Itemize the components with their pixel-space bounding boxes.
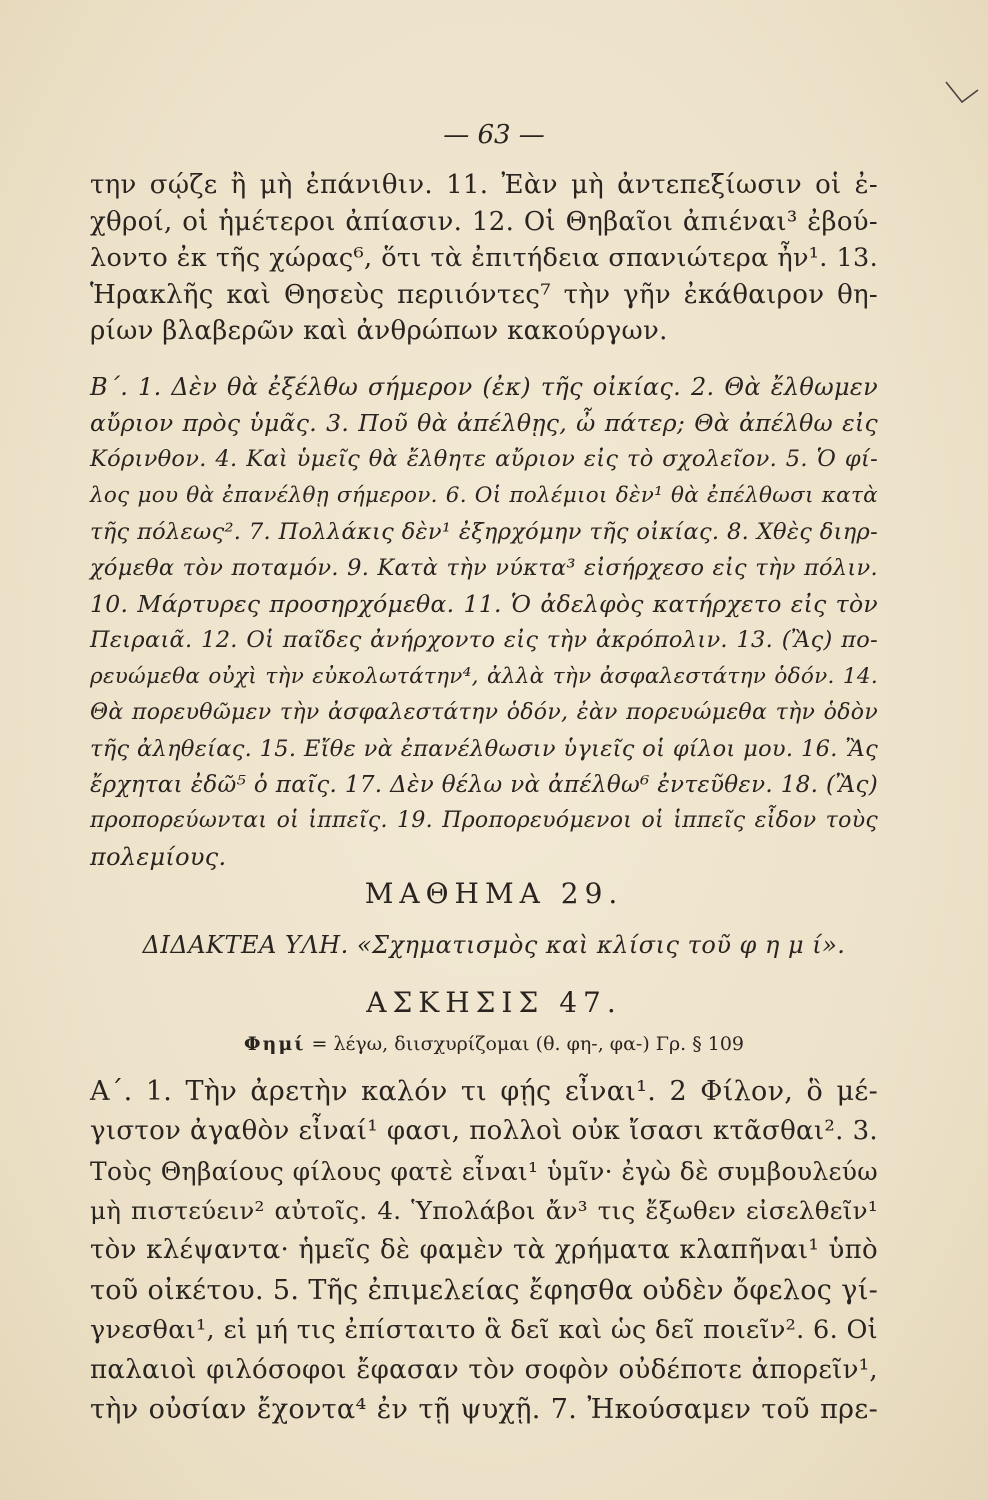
vocab-note	[0, 1033, 988, 1055]
text-line: Πειραιᾶ. 12. Οἱ παῖδες ἀνήρχοντο εἰς τὴν ἀκρόπολιν. 13. (Ἂς) πο-	[90, 627, 878, 654]
text-line: ρευώμεθα οὐχὶ τὴν εὐκολωτάτην⁴, ἀλλὰ τὴν ἀσφαλεστάτην ὁδόν. 14.	[90, 663, 878, 689]
exercise-a	[90, 1072, 878, 1430]
text-line: τῆς πόλεως². 7. Πολλάκις δὲν¹ ἐξηρχόμην τῆς οἰκίας. 8. Χθὲς διηρ-	[90, 518, 878, 545]
text-line: πολεμίους.	[90, 843, 227, 872]
text-line: ρίων βλαβερῶν καὶ ἀνθρώπων κακούργων.	[90, 316, 668, 346]
text-line: λοντο ἐκ τῆς χώρας⁶, ὅτι τὰ ἐπιτήδεια σπανιώτερα ἦν¹. 13.	[90, 243, 878, 273]
text-line: 10. Μάρτυρες προσηρχόμεθα. 11. Ὁ ἀδελφὸς κατήρχετο εἰς τὸν	[90, 590, 878, 619]
text-line: γνεσθαι¹, εἰ μή τις ἐπίσταιτο ἃ δεῖ καὶ ὡς δεῖ ποιεῖν². 6. Οἱ	[90, 1314, 878, 1345]
vocab-word: Φημί	[243, 1033, 306, 1055]
text-line: τὴν οὐσίαν ἔχοντα⁴ ἐν τῇ ψυχῇ. 7. Ἠκούσαμεν τοῦ πρε-	[90, 1394, 878, 1426]
pencil-mark-icon	[944, 76, 980, 112]
text-line: την σῴζε ἢ μὴ ἐπάνιθιν. 11. Ἐὰν μὴ ἀντεπεξίωσιν οἱ ἐ-	[90, 170, 878, 200]
text-line: λος μου θὰ ἐπανέλθῃ σήμερον. 6. Οἱ πολέμιοι δὲν¹ θὰ ἐπέλθωσι κατὰ	[90, 482, 878, 508]
text-line: γιστον ἀγαθὸν εἶναί¹ φασι, πολλοὶ οὐκ ἴσασι κτᾶσθαι². 3.	[90, 1115, 878, 1146]
text-line: Τοὺς Θηβαίους φίλους φατὲ εἶναι¹ ὑμῖν· ἐγὼ δὲ συμβουλεύω	[90, 1156, 878, 1186]
lesson-title: ΜΑΘΗΜΑ 29.	[364, 877, 624, 910]
page-number: — 63 —	[443, 120, 545, 150]
text-line: προπορεύωνται οἱ ἱππεῖς. 19. Προπορευόμενοι οἱ ἱππεῖς εἶδον τοὺς	[90, 808, 878, 834]
text-line: μὴ πιστεύειν² αὐτοῖς. 4. Ὑπολάβοι ἄν³ τις ἔξωθεν εἰσελθεῖν¹	[90, 1196, 878, 1226]
text-line: χθροί, οἱ ἡμέτεροι ἀπίασιν. 12. Οἱ Θηβαῖοι ἀπιέναι³ ἐβού-	[90, 206, 878, 237]
text-line: αὔριον πρὸς ὑμᾶς. 3. Ποῦ θὰ ἀπέλθῃς, ὦ πάτερ; Θὰ ἀπέλθω εἰς	[90, 409, 878, 438]
text-line: Κόρινθον. 4. Καὶ ὑμεῖς θὰ ἔλθητε αὔριον εἰς τὸ σχολεῖον. 5. Ὁ φί-	[90, 446, 878, 473]
teaching-material: ΔΙΔΑΚΤΕΑ ΥΛΗ. «Σχηματισμὸς καὶ κλίσις τοῦ φ η μ ί».	[142, 931, 846, 959]
text-line: τῆς ἀληθείας. 15. Εἴθε νὰ ἐπανέλθωσιν ὑγιεῖς οἱ φίλοι μου. 16. Ἂς	[90, 735, 878, 762]
text-line: παλαιοὶ φιλόσοφοι ἔφασαν τὸν σοφὸν οὐδέποτε ἀπορεῖν¹,	[90, 1354, 878, 1385]
text-line: Α΄. 1. Τὴν ἀρετὴν καλόν τι φῄς εἶναι¹. 2 Φίλον, ὃ μέ-	[90, 1076, 878, 1107]
text-line: Β΄. 1. Δὲν θὰ ἐξέλθω σήμερον (ἐκ) τῆς οἰκίας. 2. Θὰ ἔλθωμεν	[90, 373, 878, 401]
text-line: χόμεθα τὸν ποταμόν. 9. Κατὰ τὴν νύκτα³ εἰσήρχεσο εἰς τὴν πόλιν.	[90, 554, 878, 581]
text-line: Θὰ πορευθῶμεν τὴν ἀσφαλεστάτην ὁδόν, ἐὰν πορευώμεθα τὴν ὁδὸν	[90, 699, 878, 725]
exercise-title: ΑΣΚΗΣΙΣ 47.	[366, 986, 622, 1019]
text-line: ἔρχηται ἐδῶ⁵ ὁ παῖς. 17. Δὲν θέλω νὰ ἀπέλθω⁶ ἐντεῦθεν. 18. (Ἂς)	[90, 772, 878, 799]
text-line: Ἡρακλῆς καὶ Θησεὺς περιιόντες⁷ τὴν γῆν ἐκάθαιρον θη-	[90, 279, 878, 310]
modern-greek-exercise	[90, 369, 878, 876]
text-line: τὸν κλέψαντα· ἡμεῖς δὲ φαμὲν τὰ χρήματα κλαπῆναι¹ ὑπὸ	[90, 1235, 878, 1266]
vocab-definition: = λέγω, διισχυρίζομαι (θ. φη-, φα-) Γρ. § 109	[311, 1033, 745, 1055]
text-line: τοῦ οἰκέτου. 5. Τῆς ἐπιμελείας ἔφησθα οὐδὲν ὄφελος γί-	[90, 1274, 878, 1306]
greek-passage	[90, 167, 878, 350]
